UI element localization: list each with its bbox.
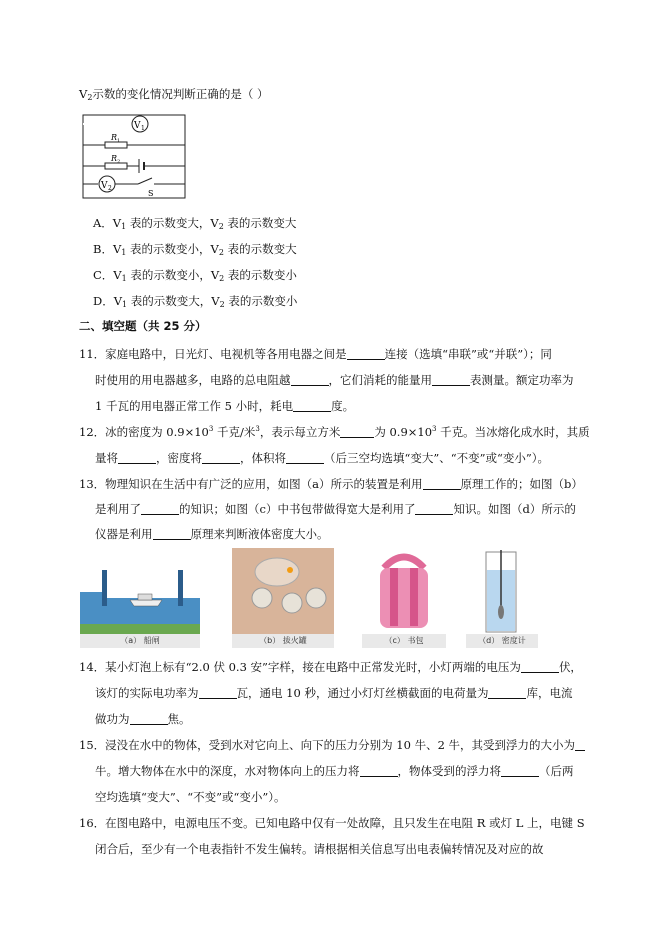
option-b: B．$V_1$ 表的示数变小，$V_2$ 表的示数变大 bbox=[93, 242, 297, 257]
option-c: C．$V_1$ 表的示数变小，$V_2$ 表的示数变小 bbox=[93, 268, 297, 283]
r1-label: R bbox=[111, 133, 118, 142]
v1-meter-label: V bbox=[134, 121, 141, 131]
figure-ship-lock bbox=[80, 548, 200, 648]
figure-hydrometer bbox=[466, 548, 538, 648]
svg-text:2: 2 bbox=[117, 159, 121, 165]
v2-meter-label: V bbox=[101, 181, 108, 191]
option-a: A．$V_1$ 表的示数变大，$V_2$ 表的示数变大 bbox=[93, 216, 297, 231]
figure-b-caption: （b） 拔火罐 bbox=[232, 634, 334, 648]
svg-text:1: 1 bbox=[141, 125, 145, 132]
question-16: 16．在图电路中，电源电压不变。已知电路中仅有一处故障，且只发生在电阻 R 或灯 L 上，电键 S bbox=[79, 816, 585, 830]
section-title: 二、填空题（共 25 分） bbox=[79, 319, 207, 333]
question-12: 12．冰的密度为 $0.9\times 10^3$ 千克/米$^3$，表示每立方米 为 $0.9\times 10^3$ 千克。当冰熔化成水时，其质 bbox=[79, 425, 590, 439]
figure-backpack bbox=[362, 548, 446, 648]
circuit-diagram bbox=[78, 110, 190, 204]
figure-d-caption: （d） 密度计 bbox=[466, 634, 538, 648]
question-15: 15．浸没在水中的物体，受到水对它向上、向下的压力分别为 10 牛、2 牛，其受到浮力的大小为 bbox=[79, 737, 585, 753]
figure-a-caption: （a） 船闸 bbox=[80, 634, 200, 648]
question-13: 13．物理知识在生活中有广泛的应用，如图（a）所示的装置是利用 原理工作的；如图（b） bbox=[79, 477, 583, 491]
question-11: 11．家庭电路中，日光灯、电视机等各用电器之间是 连接（选填“串联”或“并联”）；同 bbox=[79, 347, 552, 361]
question-14: 14．某小灯泡上标有“2.0 伏 0.3 安”字样，接在电路中正常发光时，小灯两端的电压为 伏， bbox=[79, 660, 582, 674]
svg-text:1: 1 bbox=[117, 138, 121, 144]
figure-cupping bbox=[232, 548, 334, 648]
svg-text:2: 2 bbox=[108, 185, 112, 192]
option-d: D．$V_1$ 表的示数变大，$V_2$ 表的示数变小 bbox=[93, 294, 298, 309]
switch-label: S bbox=[148, 189, 154, 198]
question-stem-tail: $V_2$示数的变化情况判断正确的是（ ） bbox=[79, 87, 269, 102]
r2-label: R bbox=[111, 154, 118, 163]
figure-c-caption: （c） 书包 bbox=[362, 634, 446, 648]
